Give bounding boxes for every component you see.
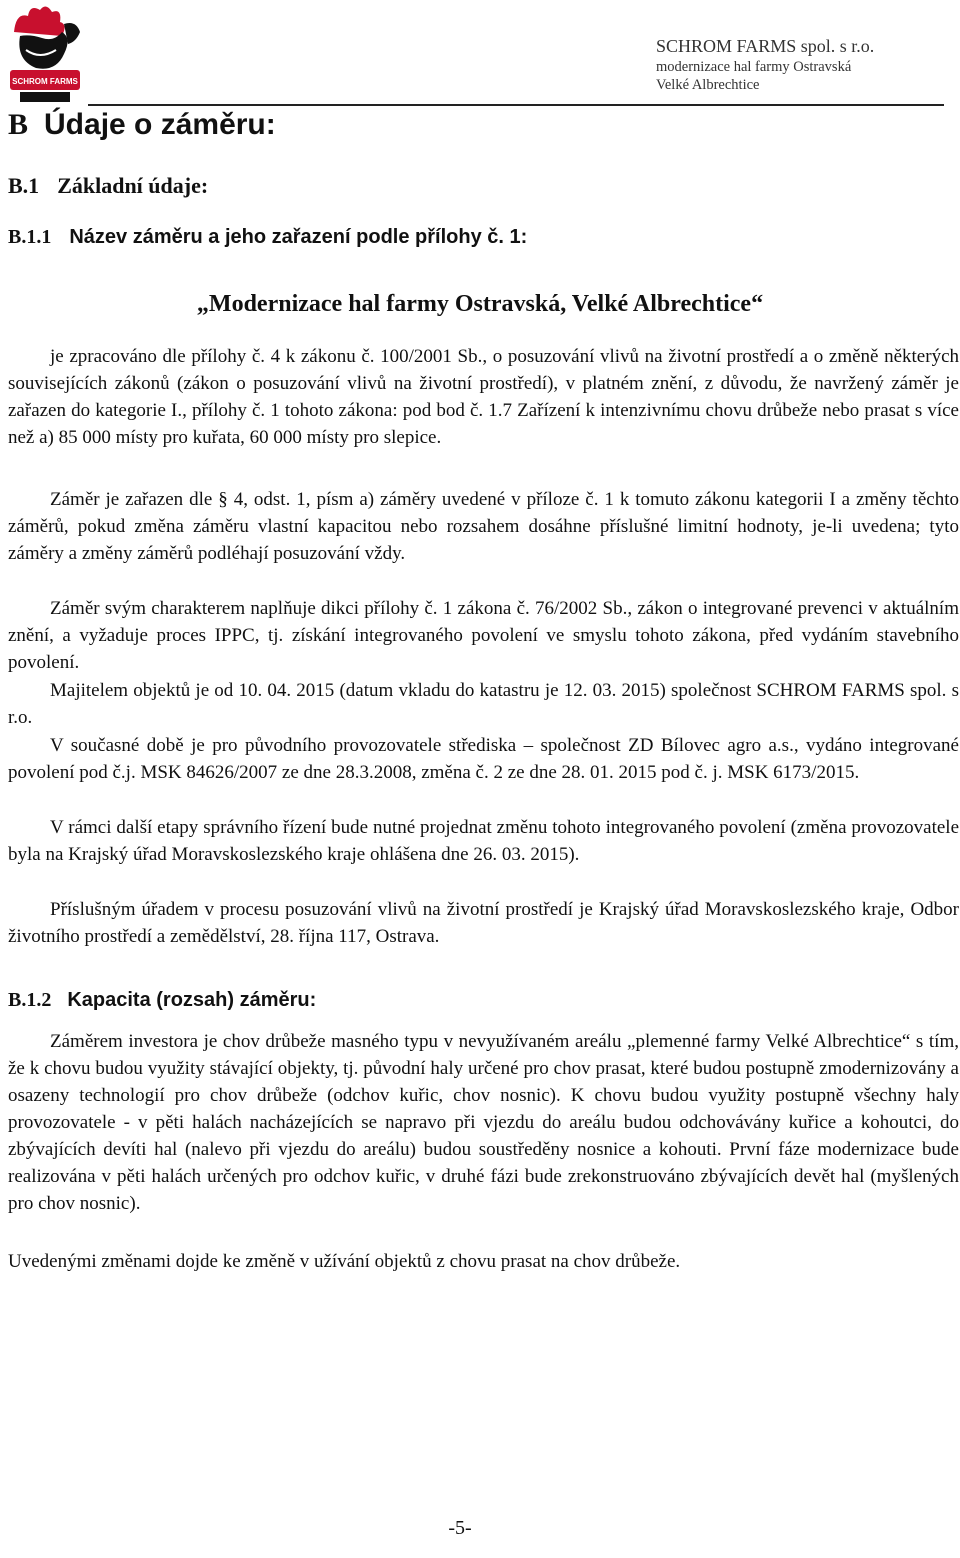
logo-text: SCHROM FARMS bbox=[12, 77, 78, 86]
item2-number: B.1.2 bbox=[8, 989, 52, 1011]
item2-title: Kapacita (rozsah) záměru: bbox=[67, 989, 317, 1011]
subsection-heading bbox=[8, 173, 208, 199]
paragraph-ippc: Záměr svým charakterem naplňuje dikci přílohy č. 1 zákona č. 76/2002 Sb., zákon o integrované prevenci v aktuálním znění, a vyžaduje proces IPPC, tj. získání integrovaného povolení ve smyslu tohoto zákona, před vydáním stavebního povolení. bbox=[8, 598, 959, 673]
header-company: SCHROM FARMS spol. s r.o. bbox=[656, 36, 875, 56]
paragraph-procedure: V rámci další etapy správního řízení bude nutné projednat změnu tohoto integrovaného povolení (změna provozovatele byla na Krajský úřad Moravskoslezského kraje ohlášena dne 26. 03. 2015). bbox=[8, 817, 959, 865]
paragraph-authority: Příslušným úřadem v procesu posuzování vlivů na životní prostředí je Krajský úřad Moravskoslezského kraje, Odbor životního prostředí a zemědělství, 28. října 117, Ostrava. bbox=[8, 899, 959, 947]
section-number: B bbox=[8, 108, 29, 141]
project-title: „Modernizace hal farmy Ostravská, Velké Albrechtice“ bbox=[196, 291, 764, 317]
header-divider bbox=[88, 104, 944, 106]
paragraph-operator: V současné době je pro původního provozovatele střediska – společnost ZD Bílovec agro a.s., vydáno integrované povolení pod č.j. MSK 84626/2007 ze dne 28.3.2008, změna č. 2 ze dne 28. 01. 2015 pod č. j. MSK 6173/2015. bbox=[8, 735, 959, 783]
subsection-number: B.1 bbox=[8, 173, 40, 198]
company-logo bbox=[6, 2, 84, 106]
item1-heading bbox=[8, 226, 527, 249]
header-project: modernizace hal farmy Ostravská bbox=[656, 59, 852, 75]
item1-number: B.1.1 bbox=[8, 226, 52, 248]
section-heading bbox=[8, 108, 276, 142]
paragraph-change: Uvedenými změnami dojde ke změně v užívání objektů z chovu prasat na chov drůbeže. bbox=[8, 1251, 681, 1272]
page-number: -5- bbox=[448, 1517, 472, 1539]
section-title: Údaje o záměru: bbox=[44, 108, 276, 141]
paragraph-capacity: Záměrem investora je chov drůbeže masného typu v nevyužívaném areálu „plemenné farmy Velké Albrechtice“ s tím, že k chovu budou využity stávající objekty, tj. původní haly určené pro chov prasat, které budou postupně zmodernizovány a osazeny technologií pro chov drůbeže (odchov kuřic, chov nosnic). K chovu budou využity postupně všechny haly provozovatele - v pěti halách nacházejících se napravo při vjezdu do areálu budou odchovávány kuřice a kohoutci, do zbývajících devíti hal (nalevo při vjezdu do areálu) budou soustředěny nosnice a kohouti. První fáze modernizace bude realizována v pěti halách určených pro odchov kuřic, v druhé fázi bude zrekonstruováno zbývajících devět hal (myšlených pro chov nosnic). bbox=[8, 1031, 959, 1214]
paragraph-owner: Majitelem objektů je od 10. 04. 2015 (datum vkladu do katastru je 12. 03. 2015) společnost SCHROM FARMS spol. s r.o. bbox=[8, 680, 959, 728]
header-location: Velké Albrechtice bbox=[656, 77, 760, 93]
item1-title: Název záměru a jeho zařazení podle přílohy č. 1: bbox=[69, 226, 528, 248]
subsection-title: Základní údaje: bbox=[57, 173, 209, 198]
paragraph-classification: je zpracováno dle přílohy č. 4 k zákonu č. 100/2001 Sb., o posuzování vlivů na životní prostředí a o změně některých souvisejících zákonů (zákon o posuzování vlivů na životní prostředí), v platném znění, z důvodu, že navržený záměr je zařazen do kategorie I., přílohy č. 1 tohoto zákona: pod bod č. 1.7 Zařízení k intenzivnímu chovu drůbeže nebo prasat s více než a) 85 000 místy pro kuřata, 60 000 místy pro slepice. bbox=[8, 346, 959, 448]
paragraph-category: Záměr je zařazen dle § 4, odst. 1, písm a) záměry uvedené v příloze č. 1 k tomuto zákonu kategorii I a změny těchto záměrů, pokud změna záměru vlastní kapacitou nebo rozsahem dosáhne příslušné limitní hodnoty, je-li uvedena; tyto záměry a změny záměrů podléhají posuzování vždy. bbox=[8, 489, 959, 564]
item2-heading bbox=[8, 989, 316, 1012]
